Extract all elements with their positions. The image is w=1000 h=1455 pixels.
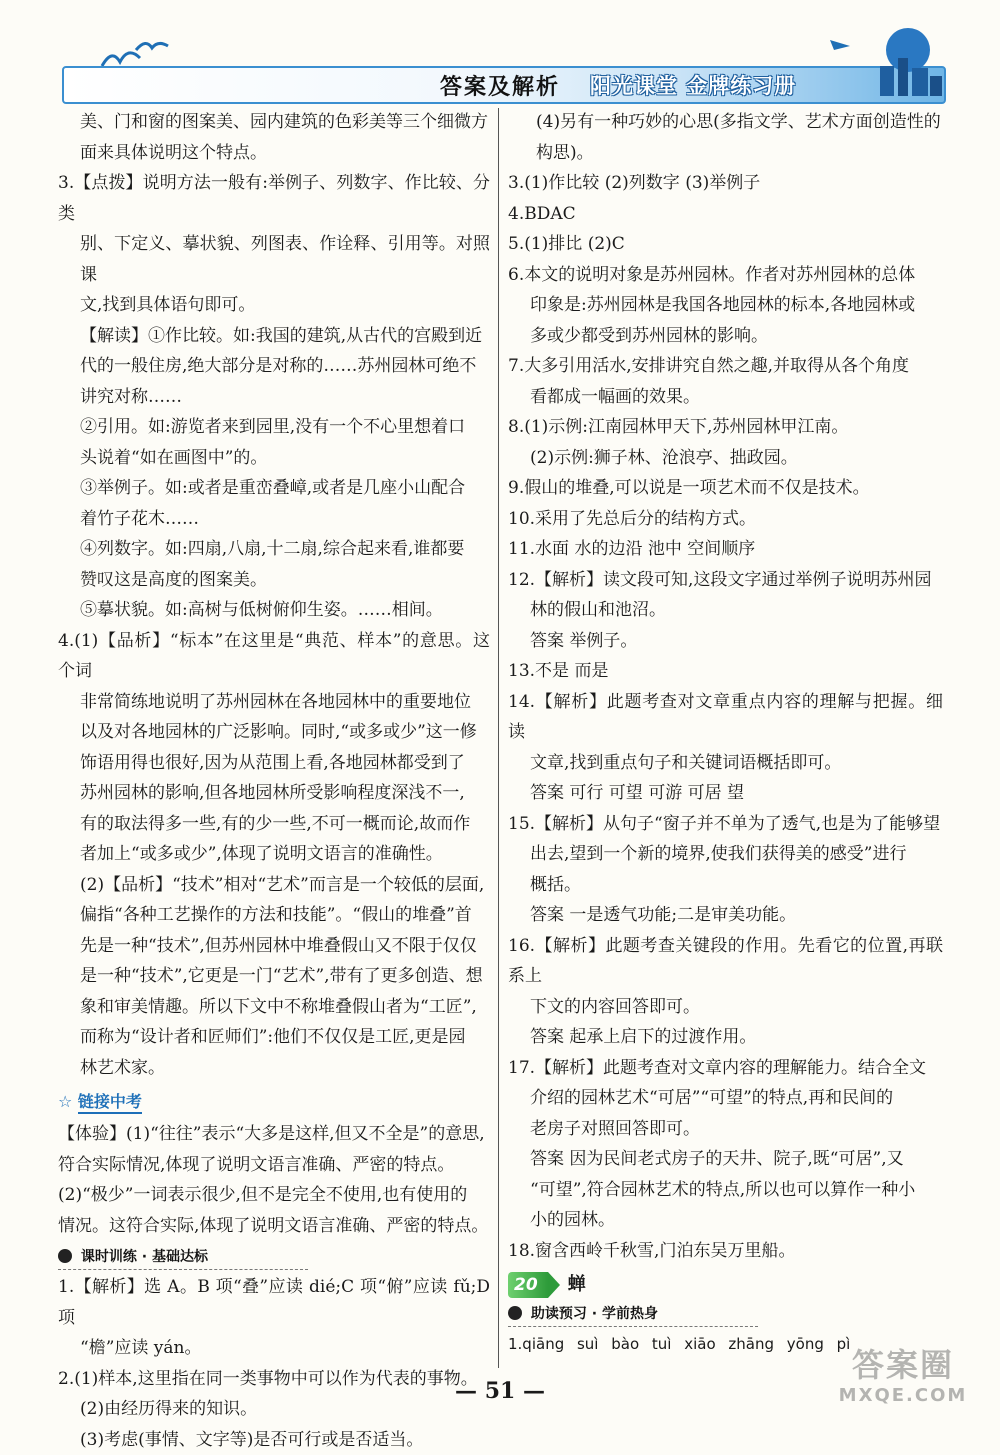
- answer-line: 5.(1)排比 (2)C: [508, 229, 943, 260]
- section-bullet-icon: [58, 1249, 72, 1263]
- watermark-bottom: MXQE.COM: [828, 1385, 978, 1407]
- answer-line: 别、下定义、摹状貌、列图表、作诠释、引用等。对照课: [58, 229, 490, 290]
- answer-line: 1.【解析】选 A。B 项“叠”应读 dié;C 项“俯”应读 fǔ;D 项: [58, 1272, 490, 1333]
- answer-line: “可望”,符合园林艺术的特点,所以也可以算作一种小: [508, 1175, 943, 1206]
- lesson-heading: [508, 1272, 943, 1298]
- lesson-title: 蝉: [568, 1272, 586, 1298]
- answer-line: 答案 一是透气功能;二是审美功能。: [508, 900, 943, 931]
- answer-line: (3)考虑(事情、文字等)是否可行或是否适当。: [58, 1425, 490, 1455]
- answer-line: (2)示例:狮子林、沧浪亭、拙政园。: [508, 443, 943, 474]
- answer-line: 15.【解析】从句子“窗子并不单为了透气,也是为了能够望: [508, 809, 943, 840]
- answer-line: ②引用。如:游览者来到园里,没有一个不心里想着口: [58, 412, 490, 443]
- answer-line: 18.窗含西岭千秋雪,门泊东吴万里船。: [508, 1236, 943, 1267]
- section-heading-basic: [58, 1245, 308, 1270]
- answer-line: 林的假山和池沼。: [508, 595, 943, 626]
- answer-line: 3.(1)作比较 (2)列数字 (3)举例子: [508, 168, 943, 199]
- answer-line: 先是一种“技术”,但苏州园林中堆叠假山又不限于仅仅: [58, 931, 490, 962]
- answer-line: 代的一般住房,绝大部分是对称的……苏州园林可绝不: [58, 351, 490, 382]
- answer-line: (2)“极少”一词表示很少,但不是完全不使用,也有使用的: [58, 1180, 490, 1211]
- answer-line: 答案 可行 可望 可游 可居 望: [508, 778, 943, 809]
- answer-line: 象和审美情趣。所以下文中不称堆叠假山者为“工匠”,: [58, 992, 490, 1023]
- star-icon: ☆: [58, 1092, 72, 1111]
- answer-line: 着竹子花木……: [58, 504, 490, 535]
- answer-line: 有的取法得多一些,有的少一些,不可一概而论,故而作: [58, 809, 490, 840]
- answer-line: 是一种“技术”,它更是一门“艺术”,带有了更多创造、想: [58, 961, 490, 992]
- answer-line: 6.本文的说明对象是苏州园林。作者对苏州园林的总体: [508, 260, 943, 291]
- answer-line: 饰语用得也很好,因为从范围上看,各地园林都受到了: [58, 748, 490, 779]
- answer-line: 下文的内容回答即可。: [508, 992, 943, 1023]
- section-basic-label: 课时训练 · 基础达标: [81, 1249, 208, 1265]
- answer-line: (2)【品析】“技术”相对“艺术”而言是一个较低的层面,: [58, 870, 490, 901]
- answer-block-right: [508, 107, 943, 1266]
- answer-line: 9.假山的堆叠,可以说是一项艺术而不仅是技术。: [508, 473, 943, 504]
- answer-line: 赞叹这是高度的图案美。: [58, 565, 490, 596]
- answer-line: 面来具体说明这个特点。: [58, 138, 490, 169]
- answer-line: “檐”应读 yán。: [58, 1333, 490, 1364]
- answer-line: 答案 因为民间老式房子的天井、院子,既“可居”,又: [508, 1144, 943, 1175]
- answer-line: 12.【解析】读文段可知,这段文字通过举例子说明苏州园: [508, 565, 943, 596]
- section-heading-link: [58, 1089, 490, 1115]
- answer-line: 4.(1)【品析】“标本”在这里是“典范、样本”的意思。这个词: [58, 626, 490, 687]
- answer-line: 介绍的园林艺术“可居”“可望”的特点,再和民间的: [508, 1083, 943, 1114]
- answer-line: ⑤摹状貌。如:高树与低树俯仰生姿。……相间。: [58, 595, 490, 626]
- watermark-logo: [828, 1345, 978, 1420]
- section-link-label: 链接中考: [78, 1092, 142, 1114]
- watermark-top: 答案圈: [828, 1345, 978, 1385]
- answer-line: 13.不是 而是: [508, 656, 943, 687]
- answer-line: ③举例子。如:或者是重峦叠嶂,或者是几座小山配合: [58, 473, 490, 504]
- left-column: [58, 107, 490, 1455]
- answer-line: 而称为“设计者和匠师们”:他们不仅仅是工匠,更是园: [58, 1022, 490, 1053]
- answer-line: 情况。这符合实际,体现了说明文语言准确、严密的特点。: [58, 1211, 490, 1242]
- answer-line: 非常简练地说明了苏州园林在各地园林中的重要地位: [58, 687, 490, 718]
- answer-line: 文,找到具体语句即可。: [58, 290, 490, 321]
- answer-line: 讲究对称……: [58, 382, 490, 413]
- answer-line: 7.大多引用活水,安排讲究自然之趣,并取得从各个角度: [508, 351, 943, 382]
- answer-line: 14.【解析】此题考查对文章重点内容的理解与把握。细读: [508, 687, 943, 748]
- answer-line: 老房子对照回答即可。: [508, 1114, 943, 1145]
- answer-block-exercises: [58, 1272, 490, 1455]
- answer-line: 16.【解析】此题考查关键段的作用。先看它的位置,再联系上: [508, 931, 943, 992]
- answer-line: 答案 起承上启下的过渡作用。: [508, 1022, 943, 1053]
- answer-line: 美、门和窗的图案美、园内建筑的色彩美等三个细微方: [58, 107, 490, 138]
- answer-line: 17.【解析】此题考查对文章内容的理解能力。结合全文: [508, 1053, 943, 1084]
- answer-line: 林艺术家。: [58, 1053, 490, 1084]
- answer-line: 4.BDAC: [508, 199, 943, 230]
- answer-block-experience: [58, 1119, 490, 1241]
- answer-line: 印象是:苏州园林是我国各地园林的标本,各地园林或: [508, 290, 943, 321]
- answer-line: 者加上“或多或少”,体现了说明文语言的准确性。: [58, 839, 490, 870]
- answer-line: ④列数字。如:四扇,八扇,十二扇,综合起来看,谁都要: [58, 534, 490, 565]
- answer-line: 苏州园林的影响,但各地园林所受影响程度深浅不一,: [58, 778, 490, 809]
- answer-line: 2.(1)样本,这里指在同一类事物中可以作为代表的事物。: [58, 1364, 490, 1395]
- answer-line: 【解读】①作比较。如:我国的建筑,从古代的宫殿到近: [58, 321, 490, 352]
- answer-line: 偏指“各种工艺操作的方法和技能”。“假山的堆叠”首: [58, 900, 490, 931]
- answer-line: (2)由经历得来的知识。: [58, 1394, 490, 1425]
- header-title: 答案及解析: [0, 70, 1000, 101]
- lesson-number: 20: [508, 1272, 548, 1298]
- section-preview-label: 助读预习 · 学前热身: [531, 1306, 658, 1322]
- answer-line: 看都成一幅画的效果。: [508, 382, 943, 413]
- answer-line: 文章,找到重点句子和关键词语概括即可。: [508, 748, 943, 779]
- page-number: — 51 —: [0, 1378, 1000, 1404]
- section-bullet-icon: [508, 1306, 522, 1320]
- answer-line: 8.(1)示例:江南园林甲天下,苏州园林甲江南。: [508, 412, 943, 443]
- page-header: [0, 0, 1000, 110]
- answer-line: 构思)。: [508, 138, 943, 169]
- answer-line: 出去,望到一个新的境界,使我们获得美的感受”进行: [508, 839, 943, 870]
- answer-line: 概括。: [508, 870, 943, 901]
- answer-line: 符合实际情况,体现了说明文语言准确、严密的特点。: [58, 1150, 490, 1181]
- column-divider: [498, 108, 499, 1368]
- answer-line: 答案 举例子。: [508, 626, 943, 657]
- answer-line: 11.水面 水的边沿 池中 空间顺序: [508, 534, 943, 565]
- answer-line: 小的园林。: [508, 1205, 943, 1236]
- answer-line: 多或少都受到苏州园林的影响。: [508, 321, 943, 352]
- answer-line: 头说着“如在画图中”的。: [58, 443, 490, 474]
- answer-line: 【体验】(1)“往往”表示“大多是这样,但又不全是”的意思,: [58, 1119, 490, 1150]
- right-column: [508, 107, 943, 1360]
- answer-line: (4)另有一种巧妙的心思(多指文学、艺术方面创造性的: [508, 107, 943, 138]
- section-heading-preview: [508, 1302, 758, 1327]
- answer-line: 3.【点拨】说明方法一般有:举例子、列数字、作比较、分类: [58, 168, 490, 229]
- answer-block-left: [58, 107, 490, 1083]
- header-brand: 阳光课堂 金牌练习册: [590, 70, 796, 100]
- answer-line: 10.采用了先总后分的结构方式。: [508, 504, 943, 535]
- pinyin-answer: 1.qiāng suì bào tuì xiāo zhāng yōng pì: [508, 1329, 943, 1360]
- arrow-icon: [548, 1272, 560, 1298]
- answer-line: 以及对各地园林的广泛影响。同时,“或多或少”这一修: [58, 717, 490, 748]
